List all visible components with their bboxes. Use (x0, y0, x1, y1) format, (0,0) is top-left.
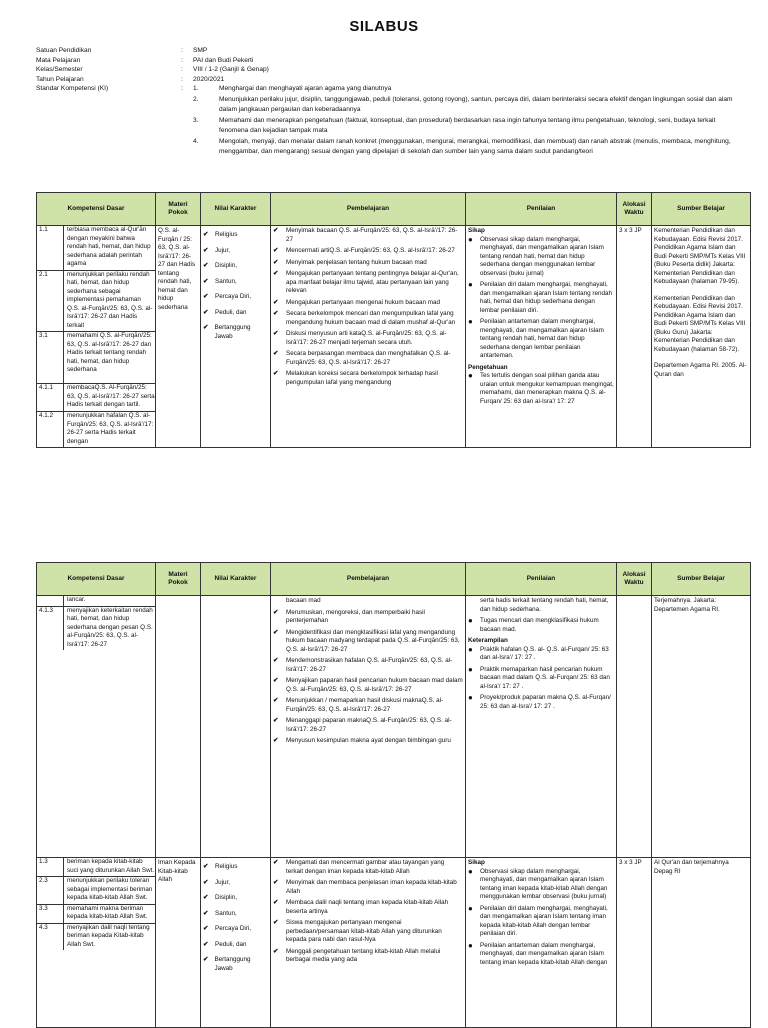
penilaian-item (468, 942, 614, 968)
kd-number: 4.3 (37, 923, 64, 950)
pembelajaran-item (273, 899, 463, 916)
ki-text: Menghargai dan menghayati ajaran agama yang dianutnya (219, 85, 392, 93)
header-pembelajaran: Pembelajaran (271, 193, 466, 226)
penilaian-text: Penilaian antarteman dalam menghargai, menghayati, dan mengamalkan ajaran Islam tentang iman kepada kitab-kitab Allah dengan (480, 941, 608, 966)
ki-number: 1. (193, 85, 199, 93)
penilaian-text: Tugas mencari dan mengklasifikasi hukum bacaan mad. (480, 617, 599, 633)
meta-row (36, 46, 736, 56)
check-icon: ✔ (273, 350, 279, 357)
pembelajaran-item (273, 270, 463, 296)
check-icon: ✔ (273, 258, 279, 266)
kd-text: menyajikan keterkaitan rendah hati, hemat, dan hidup sederhana dengan pesan Q.S. al-Furqān/25: 63, Q.S. al-Isrā'/17: 26-27 (67, 606, 153, 648)
kd-item (37, 384, 155, 412)
penilaian-item (468, 617, 614, 634)
penilaian-text: Tes tertulis dengan soal pilihan ganda atau uraian untuk mengukur kemampuan mengingat, memahami, dan menerapkan makna Q.S. al-Furqan/ 25: 63 dan al-Isra'/ 17: 27 (480, 372, 614, 405)
check-icon: ✔ (273, 270, 279, 277)
pembelajaran-item (273, 350, 463, 367)
nilai-item (203, 278, 268, 287)
nilai-item (203, 231, 268, 240)
penilaian-item (468, 372, 614, 406)
nilai-label: Disiplin, (215, 262, 238, 269)
penilaian-list (468, 372, 614, 406)
kd-number: 3.3 (37, 904, 64, 923)
nilai-label: Jujur, (215, 878, 231, 886)
bullet-icon: ● (468, 940, 473, 950)
meta-colon: : (181, 47, 183, 54)
kd-list (37, 858, 155, 950)
penilaian-item (468, 666, 614, 692)
penilaian-item (468, 318, 614, 361)
ki-text: Mengolah, menyaji, dan menalar dalam ranah konkret (menggunakan, mengurai, merangkai, memodifikasi, dan membuat) dan ranah abstrak (menulis, membaca, menghitung, menggambar, dan mengarang) sesuai dengan yang dipelajari di sekolah dan sumber lain yang sama dalam sudut pandang/teori (219, 138, 731, 155)
kd-item (37, 858, 155, 877)
nilai-item (203, 863, 268, 872)
bullet-icon: ● (468, 616, 473, 625)
header-alokasi: Alokasi Waktu (617, 193, 652, 226)
check-icon: ✔ (273, 310, 279, 317)
check-icon: ✔ (273, 717, 279, 724)
nilai-label: Percaya Diri, (215, 925, 252, 932)
meta-label: Kelas/Semester (36, 66, 83, 74)
nilai-item (203, 324, 268, 341)
pembelajaran-item (273, 919, 463, 945)
nilai-item (203, 956, 268, 973)
meta-value: VIII / 1-2 (Ganjil & Genap) (193, 66, 269, 74)
check-icon: ✔ (203, 308, 209, 316)
bullet-icon: ● (468, 644, 473, 654)
ki-text: Memahami dan menerapkan pengetahuan (faktual, konseptual, dan prosedural) berdasarkan rasa ingin tahunya tentang ilmu pengetahuan, teknologi, seni, budaya terkait fenomena dan kejadian tampak mata (219, 117, 716, 134)
nilai-item (203, 910, 268, 919)
kd-number: 4.1.2 (37, 412, 64, 448)
check-icon: ✔ (273, 677, 279, 684)
kd-text: menunjukkan perilaku rendah hati, hemat, dan hidup sederhana sebagai implementasi pemahaman Q.S. al-Furqān/25: 63, Q.S. al-Isrā'/17: 26-27 dan Hadis terkait (64, 270, 156, 332)
header-alokasi: Alokasi Waktu (617, 563, 652, 596)
pembelajaran-item (273, 259, 463, 268)
materi-cell (156, 596, 201, 858)
kd-text: menyajikan dalil naqli tentang beriman kepada Kitab-kitab Allah Swt. (67, 923, 150, 948)
penilaian-text: Penilaian diri dalam menghargai, menghayati, dan mengamalkan ajaran Islam tentang rendah hati, hemat dan hidup sederhana dengan lembar penilaian diri. (480, 281, 612, 314)
header-nilai: Nilai Karakter (201, 193, 271, 226)
check-icon: ✔ (203, 925, 209, 932)
meta-label: Mata Pelajaran (36, 56, 81, 64)
pembelajaran-text: Menyimak dan membaca penjelasan iman kepada kitab-kitab Allah (286, 879, 457, 895)
check-icon: ✔ (273, 947, 279, 955)
table-row (37, 596, 751, 858)
pembelajaran-text: Menanggapi paparan maknaQ.S. al-Furqān/25: 63, Q.S. al-Isrā'/17: 26-27 (286, 717, 452, 733)
check-icon: ✔ (203, 894, 209, 901)
document-meta (36, 46, 736, 157)
ki-item (193, 137, 736, 156)
check-icon: ✔ (203, 863, 209, 870)
sumber-text: Departemen Agama RI. 2005. Al-Quran dan (654, 362, 747, 378)
check-icon: ✔ (273, 859, 279, 866)
pembelajaran-text: Menyimak bacaan Q.S. al-Furqān/25: 63, Q.S. al-Isrā'/17: 26-27 (286, 227, 458, 243)
nilai-label: Bertanggung Jawab (214, 956, 251, 972)
penilaian-heading: Sikap (468, 227, 485, 234)
pembelajaran-item (273, 247, 463, 256)
header-kd: Kompetensi Dasar (37, 563, 156, 596)
penilaian-item (468, 905, 614, 939)
check-icon: ✔ (203, 293, 209, 300)
pembelajaran-text: Secara berkelompok mencari dan mengumpulkan lafal yang mengandung hukum bacaan mad di dalam mushaf al-Qur'an (286, 310, 456, 326)
pembelajaran-item (273, 299, 463, 308)
penilaian-cell (466, 596, 617, 858)
pembelajaran-item (273, 879, 463, 896)
pembelajaran-list (273, 227, 463, 387)
meta-colon: : (181, 85, 183, 93)
meta-row (36, 84, 736, 156)
materi-cell: Iman Kepada Kitab-kitab Allah (156, 858, 201, 1028)
pembelajaran-item (273, 737, 463, 746)
kd-item (37, 412, 155, 448)
penilaian-text: serta hadis terkait tentang rendah hati, hemat, dan hidup sederhana. (480, 597, 609, 613)
check-icon: ✔ (273, 608, 279, 616)
kd-number: 4.1.3 (37, 606, 64, 650)
kd-text: terbiasa membaca al-Qur'ān dengan meyakini bahwa rendah hati, hemat, dan hidup sederhana adalah perintah agama (64, 226, 156, 270)
meta-label: Satuan Pendidikan (36, 47, 92, 54)
table-row (37, 858, 751, 1028)
check-icon: ✔ (203, 324, 209, 331)
pembelajaran-text: Menyimak penjelasan tentang hukum bacaan mad (286, 258, 427, 266)
kd-item (37, 332, 155, 384)
meta-colon: : (181, 66, 183, 74)
pembelajaran-item (273, 948, 463, 965)
bullet-icon: ● (468, 371, 473, 380)
silabus-table-2 (36, 562, 751, 1028)
penilaian-item (468, 694, 614, 711)
meta-row (36, 56, 736, 66)
nilai-item (203, 941, 268, 950)
penilaian-heading: Sikap (468, 859, 485, 866)
meta-colon: : (181, 56, 183, 64)
penilaian-text: Penilaian diri dalam menghargai, menghayati, dan mengamalkan ajaran Islam tentang iman kepada kitab-kitab Allah dengan lembar penilaian diri. (480, 904, 608, 937)
penilaian-item (468, 236, 614, 279)
ki-list (193, 84, 736, 156)
sumber-text: Kementerian Pendidikan dan Kebudayaan. Edisi Revisi 2017. Pendidikan Agama Islam dan Budi Pekerti SMP/MTs Kelas VIII (Buku Guru) Jakarta: Kementerian Pendidikan dan Kebudayaan (halaman 58-72). (654, 294, 746, 353)
meta-label: Standar Kompetensi (KI) (36, 85, 109, 93)
table-row (37, 226, 751, 448)
nilai-label: Percaya Diri, (215, 293, 252, 300)
nilai-item (203, 262, 268, 271)
kd-item (37, 923, 155, 950)
nilai-list (203, 231, 268, 341)
header-materi: Materi Pokok (156, 563, 201, 596)
bullet-icon: ● (468, 280, 473, 289)
pembelajaran-item (273, 330, 463, 347)
nilai-list (203, 863, 268, 973)
meta-label: Tahun Pelajaran (36, 75, 84, 83)
nilai-item (203, 894, 268, 903)
check-icon: ✔ (273, 247, 279, 254)
pembelajaran-text: Menyajikan paparan hasil pencarian hukum bacaan mad dalam Q.S. al-Furqān/25: 63, Q.S. al-Isrā'/17: 26-27 (286, 677, 463, 693)
pembelajaran-text: Menunjukkan / memaparkan hasil diskusi maknaQ.S. al-Furqān/25: 63, Q.S. al-Isrā'/17: 26-27 (286, 697, 444, 713)
pembelajaran-text: Mendemonstrasikan hafalan Q.S. al-Furqān/25: 63, Q.S. al-Isrā'/17: 26-27 (286, 657, 453, 673)
header-nilai: Nilai Karakter (201, 563, 271, 596)
pembelajaran-text: Mengidentifikasi dan mengklasifikasi lafal yang mengandung hukum bacaan madyang terdapat pada Q.S. al-Furqān/25: 63, Q.S. al-Isrā'/17: 26-27 (286, 628, 460, 653)
ki-item (193, 116, 736, 135)
kd-text: membacaQ.S. Al-Furqān/25: 63, Q.S. al-Isrā'/17: 26-27 serta Hadis terkait dengan tartil. (64, 384, 156, 412)
nilai-item (203, 309, 268, 318)
kd-item (37, 596, 155, 606)
meta-value: SMP (193, 47, 208, 54)
check-icon: ✔ (273, 697, 279, 704)
penilaian-heading: Keterampilan (468, 637, 508, 644)
check-icon: ✔ (273, 919, 279, 926)
materi-cell: Q.S. al-Furqān / 25: 63, Q.S. al-Isrā'/17: 26-27 dan Hadis tentang rendah hati, hemat dan hidup sederhana (156, 226, 201, 448)
page-title: SILABUS (349, 18, 419, 35)
bullet-icon: ● (468, 903, 473, 913)
kd-number (37, 596, 64, 606)
header-pembelajaran: Pembelajaran (271, 563, 466, 596)
pembelajaran-item (273, 310, 463, 327)
check-icon: ✔ (203, 262, 209, 269)
meta-value: PAI dan Budi Pekerti (193, 56, 254, 64)
nilai-label: Peduli, dan (215, 308, 247, 316)
check-icon: ✔ (273, 227, 279, 234)
penilaian-item (468, 868, 614, 902)
penilaian-text: Penilaian antarteman dalam menghargai, menghayati, dan mengamalkan ajaran Islam tentang rendah hati, hemat dan hidup sederhana dengan lembar penilaian antarteman. (480, 318, 604, 359)
nilai-label: Religius (215, 863, 238, 870)
sumber-cell: Terjemahnya. Jakarta: Departemen Agama RI. (652, 596, 751, 858)
kd-cell (37, 858, 156, 1028)
kd-list (37, 596, 155, 650)
penilaian-item (468, 281, 614, 315)
alokasi-cell: 3 x 3 JP (617, 858, 652, 1028)
nilai-label: Santun, (215, 909, 237, 917)
penilaian-heading: Pengetahuan (468, 363, 508, 371)
nilai-cell (201, 858, 271, 1028)
sumber-cell: Al Qur'an dan terjemahnya Depag RI (652, 858, 751, 1028)
pembelajaran-text: Mengamati dan mencermati gambar atau tayangan yang terkait dengan iman kepada kitab-kitab Allah (286, 859, 445, 875)
nilai-label: Bertanggung Jawab (214, 324, 251, 340)
ki-container (193, 84, 736, 156)
kd-item (37, 226, 155, 270)
check-icon: ✔ (203, 231, 209, 238)
pembelajaran-item (273, 859, 463, 876)
pembelajaran-item (273, 227, 463, 244)
alokasi-cell (617, 596, 652, 858)
pembelajaran-text: Mengajukan pertanyaan tentang pentingnya belajar al-Qur'an, apa manfaat belajar ilmu tajwid, atau pertanyaan lain yang relevan (286, 270, 459, 294)
kd-item (37, 606, 155, 650)
header-sumber: Sumber Belajar (652, 563, 751, 596)
ki-number: 2. (193, 95, 199, 103)
meta-value: 2020/2021 (193, 75, 225, 83)
penilaian-item (468, 646, 614, 663)
check-icon: ✔ (273, 737, 279, 744)
check-icon: ✔ (273, 330, 279, 337)
check-icon: ✔ (203, 878, 209, 886)
nilai-item (203, 925, 268, 934)
ki-item (193, 95, 736, 114)
kd-number: 1.3 (37, 858, 64, 877)
sumber-text: Kementerian Pendidikan dan Kebudayaan. Edisi Revisi 2017. Pendidikan Agama Islam dan Budi Pekerti SMP/MTs Kelas VIII (Buku Peserta didik) Jakarta: Kementerian Pendidikan dan Kebudayaan (halaman 79-95). (654, 227, 746, 285)
meta-row (36, 75, 736, 85)
pembelajaran-text: Menggali pengetahuan tentang kitab-kitab Allah melalui berbagai media yang ada (286, 947, 441, 963)
kd-item (37, 904, 155, 923)
penilaian-cell (466, 226, 617, 448)
nilai-cell (201, 226, 271, 448)
penilaian-text: Observasi sikap dalam menghargai, menghayati, dan mengamalkan ajaran Islam tentang iman kepada kitab-kitab Allah dengan menggunakan lembar observasi (buku jurnal) (480, 867, 608, 900)
check-icon: ✔ (203, 909, 209, 917)
kd-text: menunjukkan hafalan Q.S. al-Furqān/25: 63, Q.S. al-Isrā'/17: 26-27 serta Hadis terkait dengan (67, 412, 154, 445)
header-sumber: Sumber Belajar (652, 193, 751, 226)
nilai-cell (201, 596, 271, 858)
pembelajaran-text: Mencermati artiQ.S. al-Furqān/25: 63, Q.S. al-Isrā'/17: 26-27 (286, 247, 455, 254)
pembelajaran-text: Diskusi menyusun arti kataQ.S. al-Furqān/25: 63, Q.S. al-Isrā'/17: 26-27 menjadi terjemah secara utuh. (286, 330, 447, 346)
silabus-table-1 (36, 192, 751, 448)
check-icon: ✔ (203, 246, 209, 254)
kd-item (37, 877, 155, 905)
kd-text: lancar. (64, 596, 156, 606)
ki-text: Menunjukkan perilaku jujur, disiplin, tanggungjawab, peduli (toleransi, gotong royong), santun, percaya diri, dalam berinteraksi secara efektif dengan lingkungan sosial dan alam dalam jangkauan pergaulan dan keberadaannya (219, 95, 733, 113)
check-icon: ✔ (203, 940, 209, 948)
bullet-icon: ● (468, 317, 473, 326)
penilaian-text: Proyek/produk paparan makna Q.S. al-Furqan/ 25: 63 dan al-Isra'/ 17: 27 . (480, 694, 611, 710)
kd-text: beriman kepada kitab-kitab suci yang diturunkan Allah Swt. (64, 858, 156, 877)
table-header-row (37, 563, 751, 596)
pembelajaran-cell (271, 226, 466, 448)
pembelajaran-item (273, 370, 463, 387)
pembelajaran-item (273, 677, 463, 694)
pembelajaran-text: Siswa mengajukan pertanyaan mengenai perbedaan/persamaan kitab-kitab Allah yang diturunkan kepada para nabi dan rasul-Nya (286, 919, 442, 943)
nilai-label: Santun, (215, 277, 237, 285)
kd-text: memahami makna beriman kepada kitab-kitab Allah Swt. (64, 904, 156, 923)
alokasi-cell: 3 x 3 JP (617, 226, 652, 448)
bullet-icon: ● (468, 866, 473, 876)
bullet-icon: ● (468, 693, 473, 702)
penilaian-list (468, 868, 614, 968)
kd-number: 3.1 (37, 332, 64, 384)
nilai-label: Disiplin, (215, 894, 238, 901)
meta-row (36, 65, 736, 75)
pembelajaran-text: bacaan mad (286, 597, 321, 604)
penilaian-text: Praktik hafalan Q.S. al- Q.S. al-Furqan/ 25: 63 dan al-Isra'/ 17: 27 . (480, 645, 609, 661)
pembelajaran-text: Secara berpasangan membaca dan menghafalkan Q.S. al-Furqān/25: 63, Q.S. al-Isrā'/17: 26-27 (286, 350, 451, 366)
pembelajaran-item (273, 657, 463, 674)
pembelajaran-list (273, 859, 463, 965)
pembelajaran-item (273, 629, 463, 655)
pembelajaran-text: Mengajukan pertanyaan mengenai hukum bacaan mad (286, 298, 441, 306)
penilaian-cell (466, 858, 617, 1028)
nilai-label: Jujur, (215, 246, 231, 254)
ki-number: 4. (193, 138, 199, 146)
nilai-item (203, 247, 268, 256)
kd-number: 2.1 (37, 270, 64, 332)
pembelajaran-text: Melakukan koreksi secara berkelompok terhadap hasil pengumpulan lafal yang mengandung (286, 370, 438, 386)
nilai-label: Peduli, dan (215, 940, 247, 948)
header-penilaian: Penilaian (466, 563, 617, 596)
pembelajaran-item (273, 697, 463, 714)
sumber-cell (652, 226, 751, 448)
pembelajaran-cell (271, 858, 466, 1028)
check-icon: ✔ (273, 628, 279, 636)
pembelajaran-text: Menyusun kesimpulan makna ayat dengan bimbingan guru (286, 737, 451, 744)
header-kd: Kompetensi Dasar (37, 193, 156, 226)
kd-list (37, 226, 155, 447)
penilaian-text: Praktik memaparkan hasil pencarian hukum bacaan mad dalam Q.S. al-Furqan/ 25: 63 dan al-Isra'/ 17: 27 . (480, 665, 610, 690)
bullet-icon: ● (468, 664, 473, 674)
kd-cell (37, 596, 156, 858)
check-icon: ✔ (273, 879, 279, 886)
meta-colon: : (181, 75, 183, 83)
check-icon: ✔ (273, 298, 279, 306)
kd-cell (37, 226, 156, 448)
table-header-row (37, 193, 751, 226)
header-materi: Materi Pokok (156, 193, 201, 226)
kd-text: memahami Q.S. al-Furqān/25: 63, Q.S. al-Isrā'/17: 26-27 dan Hadis terkait tentang rendah hati, hemat, dan hidup sederhana (64, 332, 156, 384)
check-icon: ✔ (273, 899, 279, 906)
check-icon: ✔ (273, 657, 279, 664)
header-penilaian: Penilaian (466, 193, 617, 226)
penilaian-list (468, 617, 614, 634)
kd-number: 2.3 (37, 877, 64, 905)
pembelajaran-item (273, 717, 463, 734)
pembelajaran-text: Merumuskan, mengoreksi, dan memperbaiki hasil penterjemahan (286, 608, 425, 624)
nilai-item (203, 293, 268, 302)
pembelajaran-item (273, 609, 463, 626)
nilai-label: Religius (215, 231, 238, 238)
ki-item (193, 84, 736, 94)
pembelajaran-list (273, 609, 463, 746)
check-icon: ✔ (203, 956, 209, 963)
kd-number: 1.1 (37, 226, 64, 270)
ki-number: 3. (193, 117, 199, 125)
pembelajaran-text: Membaca dalil naqli tentang iman kepada kitab-kitab Allah beserta artinya (286, 899, 449, 915)
kd-text: menunjukkan perilaku toleran sebagai implementasi beriman kepada kitab-kitab Allah Swt. (64, 877, 156, 905)
penilaian-text: Observasi sikap dalam menghargai, menghayati, dan mengamalkan ajaran Islam tentang rendah hati, hemat dan hidup sederhana dengan menggunakan lembar observasi (buku jurnal) (480, 235, 604, 277)
check-icon: ✔ (203, 277, 209, 285)
bullet-icon: ● (468, 234, 473, 244)
kd-number: 4.1.1 (37, 384, 64, 412)
check-icon: ✔ (273, 370, 279, 377)
kd-item (37, 270, 155, 332)
penilaian-list (468, 236, 614, 361)
nilai-item (203, 879, 268, 888)
pembelajaran-cell (271, 596, 466, 858)
penilaian-list (468, 646, 614, 712)
